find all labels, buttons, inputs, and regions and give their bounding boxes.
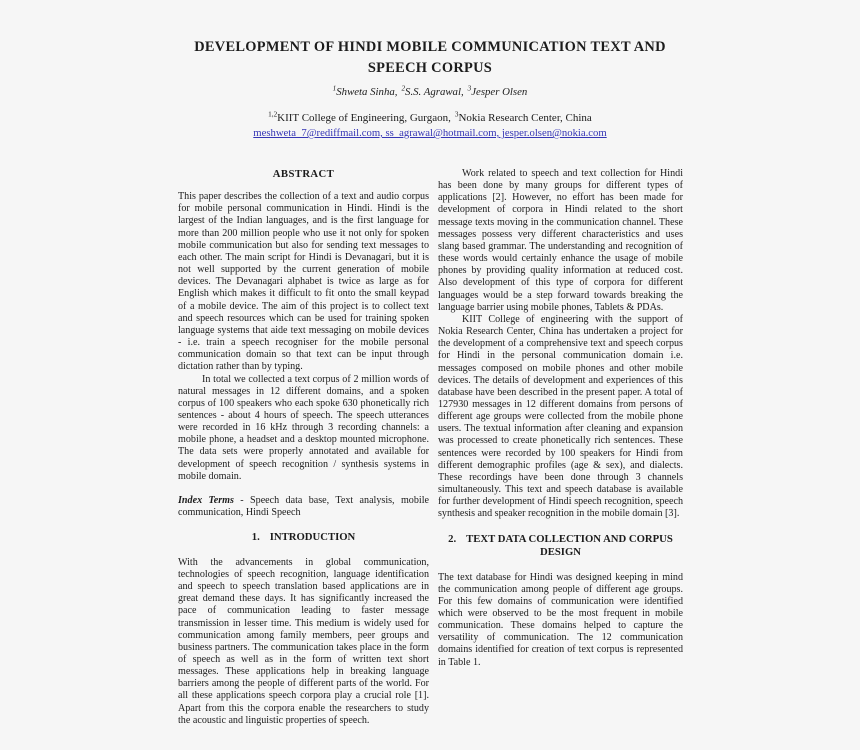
affiliation-2-name: Nokia Research Center, China	[458, 112, 592, 124]
column-left	[178, 168, 429, 727]
related-work-paragraph: Work related to speech and text collection for Hindi has been done by many groups for different types of applications [2]. However, no effort has been made for development of corpora in Hindi related to the short message texts moving in the communication channel. These messages possess very different characteristics and uses slang based grammar. The understanding and recognition of these words would certainly enhance the usage of mobile phones by providing quality information at reduced cost. Also development of this type of corpora for different languages would be a step forward towards breaking the language barrier using mobile phones, Tablets & PDAs.	[438, 168, 683, 313]
paper-title	[0, 37, 860, 78]
paper-title-line-2: SPEECH CORPUS	[367, 59, 493, 76]
author-1	[333, 86, 398, 98]
project-overview-paragraph: KIIT College of engineering with the support of Nokia Research Center, China has undertaken a project for the development of a comprehensive text and speech corpus for Hindi in the personal communication domain i.e. messages composed on mobile phones and other mobile devices. The details of development and experiences of this database have been described in the present paper. A total of 127930 messages in 12 different domains from persons of different age groups were collected from the mobile phone users. The textual information after cleaning and expansion was processed to create phonetically rich sentences. These sentences were recorded by 100 speakers for Hindi from different demographic profiles (age & sex), and dialects. These recordings have been done through 3 channels simultaneously. This text and speech database is available for further development of Hindi speech recognition, speech synthesis and speaker recognition in the mobile domain [3].	[438, 313, 683, 520]
paper-title-line-1: DEVELOPMENT OF HINDI MOBILE COMMUNICATION TEXT AND	[194, 39, 666, 55]
author-3-superscript: 3	[467, 84, 472, 93]
index-terms-text: - Speech data base, Text analysis, mobile communication, Hindi Speech	[178, 494, 429, 519]
emails-line	[0, 127, 860, 139]
author-1-superscript: 1	[332, 84, 337, 93]
author-3	[468, 86, 528, 98]
affiliation-line	[0, 112, 860, 124]
section-2-title: TEXT DATA COLLECTION AND CORPUS DESIGN	[466, 532, 673, 559]
affiliation-2	[455, 112, 592, 124]
section-2-number: 2.	[448, 532, 457, 545]
section-2-heading	[438, 533, 683, 560]
abstract-paragraph-1: This paper describes the collection of a text and audio corpus for mobile personal communication in Hindi. Hindi is the largest of the Indian languages, and is the first language for more than 200 million people who use it not only for spoken mobile communication but also for sending text messages to each other. The main script for Hindi is Devanagari, but it is not well supported by the current generation of mobile devices. The Devanagari alphabet is twice as large as for English which makes it difficult to fit onto the small keypad of a mobile device. The aim of this project is to collect text and speech resources which can be used for training spoken language systems that aide text messaging on mobile devices - i.e. train a speech recogniser for the mobile personal communication domain so that text can be input through dictation rather than by typing.	[178, 191, 429, 373]
corpus-design-paragraph: The text database for Hindi was designed keeping in mind the communication among people of different age groups. For this few domains of communication were identified which were observed to be the most frequent in mobile communication. These domains helped to capture the versatility of communication. The 12 communication domains identified for creation of text corpus is represented in Table 1.	[438, 571, 683, 668]
affiliation-1-name: KIIT College of Engineering, Gurgaon,	[277, 112, 451, 124]
abstract-paragraph-2: In total we collected a text corpus of 2 million words of natural messages in 12 different domains, and a spoken corpus of 100 speakers who each spoke 630 phonetically rich sentences - about 4 hours of speech. The speech utterances were recorded in 16 kHz through 3 recording channels: a mobile phone, a headset and a desktop mounted microphone. The data sets were properly annotated and available for development of speech recognition / synthesis systems in mobile domain.	[178, 373, 429, 482]
author-3-name: Jesper Olsen	[471, 86, 528, 98]
paper-header	[0, 37, 860, 139]
section-1-heading	[178, 531, 429, 545]
affiliation-1	[268, 112, 451, 124]
author-2-superscript: 2	[401, 84, 406, 93]
column-right	[438, 168, 683, 669]
affiliation-2-superscript: 3	[454, 110, 459, 119]
author-2-name: S.S. Agrawal,	[405, 86, 464, 98]
email-links[interactable]: meshweta_7@rediffmail.com, ss_agrawal@hotmail.com, jesper.olsen@nokia.com	[253, 127, 607, 139]
author-1-name: Shweta Sinha,	[336, 86, 398, 98]
section-1-title: INTRODUCTION	[269, 531, 356, 544]
abstract-heading: ABSTRACT	[272, 168, 335, 180]
affiliation-1-superscript: 1,2	[268, 110, 278, 119]
author-2	[401, 86, 463, 98]
intro-paragraph: With the advancements in global communication, technologies of speech recognition, language identification and speech to speech translation based applications are in great demand these days. It has significantly increased the pace of communication leading to faster message transmission in lesser time. This medium is widely used for communication among family members, peer groups and business partners. The communication takes place in the form of speech as well as in the form of written text short messages. These applications help in breaking language barriers among the people of different parts of the world. For all these applications speech corpora play a crucial role [1]. Apart from this the corpora enable the researchers to study the acoustic and linguistic properties of speech.	[178, 556, 429, 726]
index-terms-label: Index Terms	[178, 494, 234, 506]
paper-body	[178, 168, 683, 727]
section-1-number: 1.	[251, 531, 260, 544]
authors-line	[0, 86, 860, 98]
index-terms	[178, 495, 429, 519]
